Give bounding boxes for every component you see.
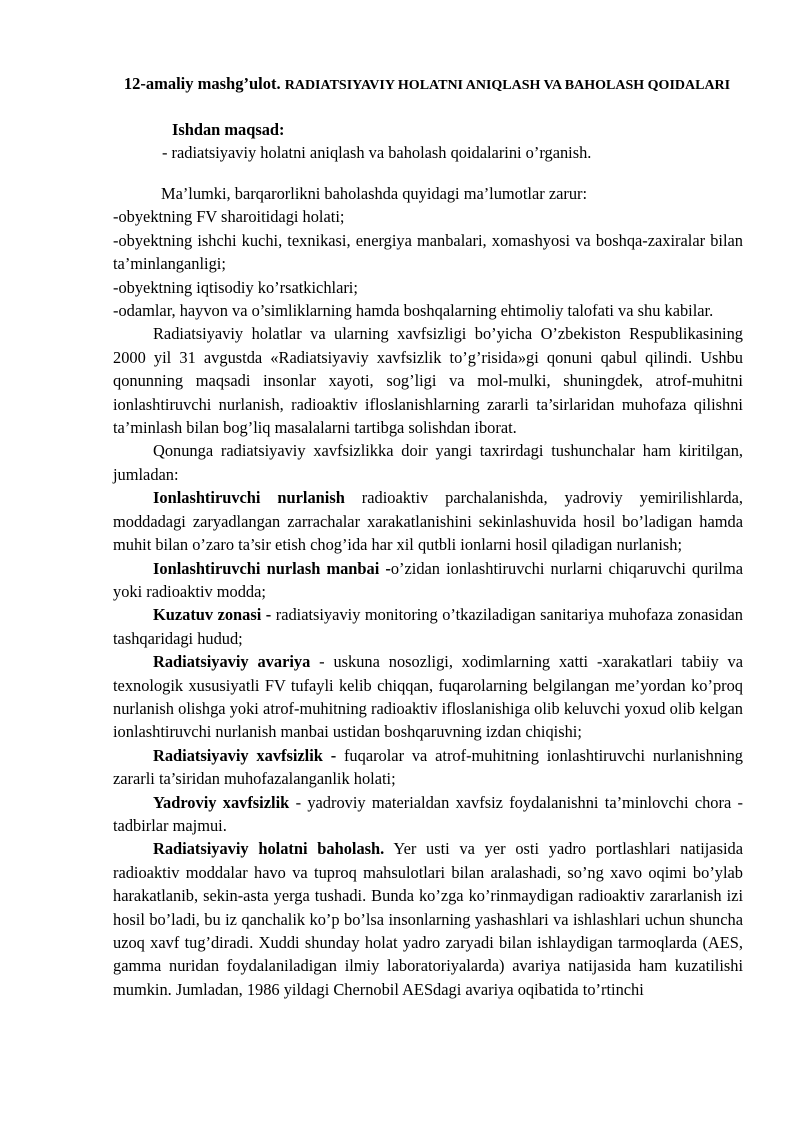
definition-term: Radiatsiyaviy avariya — [153, 652, 311, 672]
page-title — [112, 74, 742, 96]
definition-item — [113, 650, 743, 744]
definition-term: Ionlashtiruvchi nurlash manbai - — [153, 558, 391, 578]
definition-item — [113, 603, 743, 650]
purpose-heading: Ishdan maqsad: — [172, 120, 285, 139]
definition-term: Yadroviy xavfsizlik — [153, 792, 290, 812]
definition-text: fuqarolar va atrof-muhitning ionlashtiruvchi nurlanishning zararli ta’siridan muhofazalanganlik holati; — [113, 745, 743, 789]
list-item: -odamlar, hayvon va o’simliklarning hamda boshqalarning ehtimoliy talofati va shu kabilar. — [113, 301, 714, 321]
list-item: -obyektning FV sharoitidagi holati; — [113, 207, 345, 227]
definition-item — [113, 791, 743, 838]
definition-item — [113, 744, 743, 791]
list-item: -obyektning ishchi kuchi, texnikasi, energiya manbalari, xomashyosi va boshqa-zaxiralar bilan ta’minlanganligi; — [113, 230, 743, 274]
list-item: -obyektning iqtisodiy ko’rsatkichlari; — [113, 277, 358, 297]
definition-item — [113, 486, 743, 556]
intro-paragraph: Ma’lumki, barqarorlikni baholashda quyidagi ma’lumotlar zarur: — [161, 184, 588, 203]
law-paragraph: Radiatsiyaviy holatlar va ularning xavfsizligi bo’yicha O’zbekiston Respublikasining 2000 yil 31 avgustda «Radiatsiyaviy xavfsizlik to’g’risida»gi qonuni qabul qilindi. Ushbu qonunning maqsadi insonlar xayoti, sog’ligi va mol-mulki, shuningdek, atrof-muhitni ionlashtiruvchi nurlanish, radioaktiv ifloslanishlarning zararli ta’sirlaridan muhofaza qilishni ta’minlash bilan bog’liq masalalarni tartibga solishdan iborat. — [113, 324, 743, 438]
definition-term: Kuzatuv zonasi - — [153, 605, 272, 625]
definition-text: radioaktiv parchalanishda, yadroviy yemirilishlarda, moddadagi zaryadlangan zarrachalar xarakatlanishini sekinlashuvida hosil bo’ladigan hamda muhit bilan o’zaro ta’sir etish chog’ida har xil qutbli ionlarni hosil qiladigan nurlanish; — [113, 488, 743, 555]
definition-text: Yer usti va yer osti yadro portlashlari natijasida radioaktiv moddalar havo va tuproq mahsulotlari bilan aralashadi, so’ng xavo oqimi bo’ylab harakatlanib, sekin-asta yerga tushadi. Bunda ko’zga ko’rinmaydigan radioaktiv zararlanish izi hosil bo’ladi, bu iz qanchalik ko’p bo’lsa insonlarning yashashlari va ishlashlari uchun shuncha uzoq xavf tug’diradi. Xuddi shunday holat yadro zaryadi bilan ishlaydigan tarmoqlarda (AES, gamma nuridan foydalaniladigan ilmiy laboratoriyalarda) avariya natijasida ham kuzatilishi mumkin. Jumladan, 1986 yildagi Chernobil AESdagi avariya oqibatida to’rtinchi — [113, 839, 743, 999]
definition-term: Radiatsiyaviy holatni baholash. — [153, 839, 385, 859]
definition-item — [113, 557, 743, 604]
purpose-text: - radiatsiyaviy holatni aniqlash va baholash qoidalarini o’rganish. — [162, 143, 592, 162]
definition-text: - yadroviy materialdan xavfsiz foydalanishni ta’minlovchi chora -tadbirlar majmui. — [113, 792, 743, 835]
definition-term: Ionlashtiruvchi nurlanish — [153, 488, 345, 508]
terms-intro-paragraph: Qonunga radiatsiyaviy xavfsizlikka doir yangi taxrirdagi tushunchalar ham kiritilgan, jumladan: — [113, 441, 743, 484]
definition-text: - uskuna nosozligi, xodimlarning xatti -xarakatlari tabiiy va texnologik xususiyatli FV tufayli kelib chiqqan, fuqarolarning belgilangan me’yordan ko’proq nurlanish olishga yoki atrof-muhitning radioaktiv ifloslanishiga olib keluvchi yoxud olib kelgan ionlashtiruvchi nurlanish manbai ustidan boshqaruvning izdan chiqishi; — [113, 652, 744, 742]
definition-text: o’zidan ionlashtiruvchi nurlarni chiqaruvchi qurilma yoki radioaktiv modda; — [113, 558, 743, 601]
title-main: RADIATSIYAVIY HOLATNI ANIQLASH VA BAHOLASH QOIDALARI — [284, 78, 731, 93]
definition-item — [113, 837, 743, 1001]
definition-text: radiatsiyaviy monitoring o’tkaziladigan sanitariya muhofaza zonasidan tashqaridagi hudud; — [113, 605, 743, 648]
document-body — [113, 182, 743, 1001]
definition-term: Radiatsiyaviy xavfsizlik - — [153, 745, 337, 765]
title-lead: 12-amaliy mashg’ulot. — [123, 74, 281, 93]
